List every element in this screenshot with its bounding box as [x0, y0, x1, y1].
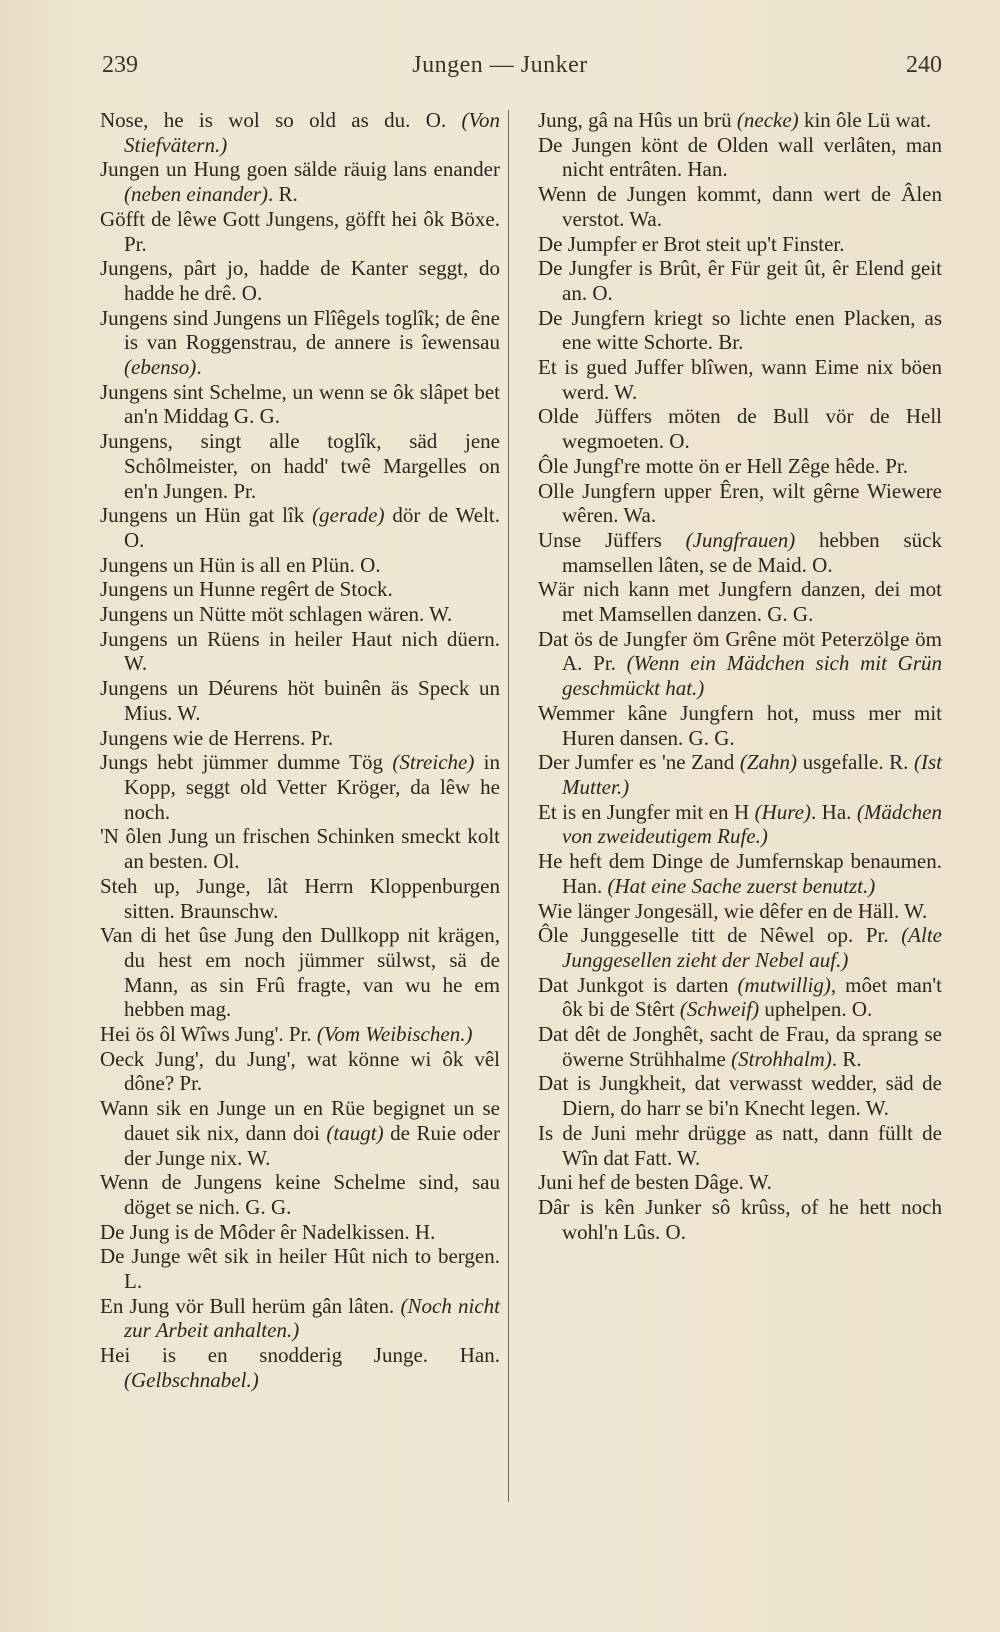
left-column [100, 108, 500, 1393]
gloss-text: (Zahn) [739, 750, 798, 775]
page-number-left: 239 [102, 52, 138, 78]
proverb-text: Jungens sint Schelme, un wenn se ôk slâpet bet an'n Middag G. G. [100, 379, 500, 429]
proverb-text: Jungens un Rüens in heiler Haut nich düern. W. [100, 626, 500, 676]
proverb-text: . [196, 355, 202, 380]
proverb-text: Dat ös de Jungfer öm Grêne möt Peterzölge öm A. Pr. [538, 626, 942, 676]
proverb-text: Jungens un Déurens höt buinên äs Speck un Mius. W. [100, 676, 500, 725]
proverb-text: . R. [268, 182, 298, 207]
proverb-entry [100, 1244, 500, 1293]
header-title: Jungen — Junker [412, 52, 588, 78]
gloss-text: (Jungfrauen) [685, 527, 796, 552]
proverb-entry [100, 577, 500, 602]
proverb-text: Wemmer kâne Jungfern hot, muss mer mit Huren dansen. G. G. [538, 700, 942, 750]
right-column [538, 108, 942, 1244]
proverb-text: uphelpen. O. [759, 997, 873, 1022]
proverb-entry [100, 1170, 500, 1219]
proverb-entry [100, 306, 500, 380]
proverb-text: dör de Welt. O. [124, 503, 500, 552]
proverb-entry [100, 1096, 500, 1170]
proverb-text: Der Jumfer es 'ne Zand [538, 750, 740, 775]
gloss-text: (Von Stiefvätern.) [124, 108, 500, 157]
proverb-entry [538, 355, 942, 404]
proverb-text: Dat dêt de Jonghêt, sacht de Frau, da sprang se öwerne Strühhalme [538, 1022, 942, 1071]
proverb-entry [538, 1022, 942, 1071]
proverb-text: Hei ös ôl Wîws Jung'. Pr. [100, 1022, 317, 1047]
proverb-text: De Junge wêt sik in heiler Hût nich to bergen. L. [100, 1244, 500, 1294]
proverb-entry [100, 1022, 500, 1047]
gloss-text: (Mädchen von zweideutigem Rufe.) [562, 799, 942, 849]
gloss-text: (taugt) [326, 1120, 384, 1145]
gloss-text: (mutwillig) [737, 972, 831, 997]
column-divider [508, 110, 509, 1502]
gloss-text: (Hat eine Sache zuerst benutzt.) [607, 873, 876, 898]
proverb-entry [100, 256, 500, 305]
proverb-text: Olle Jungfern upper Êren, wilt gêrne Wiewere wêren. Wa. [538, 478, 942, 528]
proverb-text: Jungens un Hün gat lîk [100, 503, 313, 528]
proverb-entry [538, 528, 942, 577]
proverb-entry [538, 1195, 942, 1244]
proverb-entry [100, 1343, 500, 1392]
proverb-entry [100, 726, 500, 751]
proverb-entry [100, 380, 500, 429]
proverb-text: Ôle Jungf're motte ön er Hell Zêge hêde. Pr. [538, 453, 909, 478]
proverb-entry [538, 232, 942, 257]
proverb-entry [538, 923, 942, 972]
proverb-text: Dâr is kên Junker sô krûss, of he hett noch wohl'n Lûs. O. [538, 1194, 942, 1244]
proverb-text: Jungens un Hün is all en Plün. O. [100, 552, 381, 577]
proverb-text: Steh up, Junge, lât Herrn Kloppenburgen sitten. Braunschw. [100, 873, 500, 923]
proverb-entry [538, 627, 942, 701]
proverb-text: in Kopp, seggt old Vetter Kröger, da lêw he noch. [124, 750, 500, 824]
proverb-entry [100, 207, 500, 256]
gloss-text: (Ist Mutter.) [562, 750, 942, 799]
gloss-text: (Noch nicht zur Arbeit anhalten.) [124, 1293, 500, 1343]
proverb-entry [538, 750, 942, 799]
gloss-text: (Vom Weibischen.) [316, 1022, 473, 1047]
proverb-entry [100, 750, 500, 824]
gloss-text: (gerade) [312, 503, 385, 528]
proverb-text: . Ha. [810, 799, 857, 824]
proverb-text: , môet man't ôk bi de Stêrt [562, 972, 942, 1022]
proverb-entry [100, 602, 500, 627]
proverb-text: En Jung vör Bull herüm gân lâten. [100, 1293, 401, 1318]
gloss-text: (Schweif) [679, 997, 760, 1022]
proverb-text: Wär nich kann met Jungfern danzen, dei mot met Mamsellen danzen. G. G. [538, 577, 942, 627]
proverb-text: Dat is Jungkheit, dat verwasst wedder, säd de Diern, do harr se bi'n Knecht legen. W. [538, 1071, 942, 1121]
proverb-text: 'N ôlen Jung un frischen Schinken smeckt kolt an besten. Ol. [100, 824, 500, 874]
proverb-text: Jungens wie de Herrens. Pr. [100, 725, 334, 750]
proverb-entry [100, 1220, 500, 1245]
proverb-text: Jung, gâ na Hûs un brü [538, 108, 737, 132]
gloss-text: (Wenn ein Mädchen sich mit Grün geschmückt hat.) [562, 651, 942, 701]
proverb-text: De Jungen könt de Olden wall verlâten, man nicht entrâten. Han. [538, 132, 942, 182]
proverb-text: Oeck Jung', du Jung', wat könne wi ôk vêl dône? Pr. [100, 1046, 500, 1096]
proverb-text: Jungens sind Jungens un Flîêgels toglîk; de êne is van Roggenstrau, de annere is îewensau [100, 305, 500, 355]
proverb-text: Et is en Jungfer mit en H [538, 799, 755, 824]
proverb-text: hebben sück mamsellen lâten, se de Maid. O. [562, 527, 942, 577]
proverb-text: Is de Juni mehr drügge as natt, dann füllt de Wîn dat Fatt. W. [538, 1120, 942, 1170]
proverb-entry [538, 479, 942, 528]
proverb-entry [100, 824, 500, 873]
proverb-text: Van di het ûse Jung den Dullkopp nit krägen, du hest em noch jümmer sülwst, sä de Mann, as sin Frû fragte, van wu he em hebben mag. [100, 923, 500, 1022]
proverb-text: kin ôle Lü wat. [798, 108, 932, 132]
proverb-entry [538, 256, 942, 305]
proverb-text: Dat Junkgot is darten [538, 972, 738, 997]
proverb-text: Jungens, singt alle toglîk, säd jene Schôlmeister, on hadd' twê Margelles on en'n Jungen. Pr. [100, 429, 500, 503]
proverb-entry [538, 973, 942, 1022]
proverb-text: de Ruie oder der Junge nix. W. [124, 1120, 500, 1170]
proverb-text: Wenn de Jungens keine Schelme sind, sau döget se nich. G. G. [100, 1170, 500, 1219]
proverb-entry [538, 800, 942, 849]
proverb-entry [538, 1071, 942, 1120]
proverb-entry [538, 108, 942, 133]
proverb-text: Jungen un Hung goen sälde räuig lans enander [100, 157, 500, 182]
proverb-entry [538, 1121, 942, 1170]
proverb-text: De Jung is de Môder êr Nadelkissen. H. [100, 1219, 436, 1244]
proverb-text: Unse Jüffers [538, 527, 686, 552]
proverb-text: . R. [831, 1046, 862, 1071]
proverb-text: Jungs hebt jümmer dumme Tög [100, 750, 393, 775]
proverb-entry [538, 182, 942, 231]
gloss-text: (Strohhalm) [731, 1046, 832, 1071]
proverb-entry [100, 1294, 500, 1343]
gloss-text: (Gelbschnabel.) [124, 1367, 259, 1392]
proverb-text: Wann sik en Junge un en Rüe begignet un se dauet sik nix, dann doi [100, 1096, 500, 1145]
proverb-entry [100, 429, 500, 503]
gloss-text: (Hure) [754, 799, 811, 824]
proverb-entry [538, 701, 942, 750]
gloss-text: (Streiche) [392, 750, 475, 775]
proverb-text: De Jumpfer er Brot steit up't Finster. [538, 231, 845, 256]
gloss-text: (necke) [736, 108, 799, 132]
proverb-text: Jungens un Nütte möt schlagen wären. W. [100, 602, 453, 627]
proverb-entry [538, 849, 942, 898]
proverb-entry [100, 627, 500, 676]
proverb-text: He heft dem Dinge de Jumfernskap benaumen. Han. [538, 849, 942, 898]
proverb-entry [100, 157, 500, 206]
proverb-text: Nose, he is wol so old as du. O. [100, 108, 462, 132]
proverb-entry [538, 404, 942, 453]
proverb-text: Jungens, pârt jo, hadde de Kanter seggt, do hadde he drê. O. [100, 256, 500, 305]
gloss-text: (ebenso) [124, 355, 197, 380]
proverb-text: Jungens un Hunne regêrt de Stock. [100, 577, 393, 602]
proverb-entry [538, 1170, 942, 1195]
proverb-text: Wenn de Jungen kommt, dann wert de Âlen verstot. Wa. [538, 182, 942, 231]
proverb-entry [100, 108, 500, 157]
proverb-entry [100, 1047, 500, 1096]
gloss-text: (Alte Junggesellen zieht der Nebel auf.) [562, 923, 942, 972]
proverb-text: Göfft de lêwe Gott Jungens, göfft hei ôk Böxe. Pr. [100, 206, 500, 256]
proverb-text: Ôle Junggeselle titt de Nêwel op. Pr. [538, 923, 902, 948]
proverb-entry [538, 454, 942, 479]
proverb-text: De Jungfer is Brût, êr Für geit ût, êr Elend geit an. O. [538, 256, 942, 305]
proverb-entry [100, 503, 500, 552]
proverb-entry [100, 676, 500, 725]
proverb-text: Wie länger Jongesäll, wie dêfer en de Häll. W. [538, 898, 928, 923]
page-number-right: 240 [906, 52, 942, 78]
proverb-entry [100, 874, 500, 923]
proverb-text: De Jungfern kriegt so lichte enen Placken, as ene witte Schorte. Br. [538, 305, 942, 355]
proverb-text: Olde Jüffers möten de Bull vör de Hell wegmoeten. O. [538, 404, 942, 454]
proverb-text: Hei is en snodderig Junge. Han. [100, 1343, 500, 1368]
proverb-entry [538, 133, 942, 182]
proverb-entry [100, 923, 500, 1022]
running-header [0, 52, 1000, 92]
proverb-text: usgefalle. R. [797, 750, 914, 775]
proverb-entry [538, 577, 942, 626]
proverb-text: Et is gued Juffer blîwen, wann Eime nix böen werd. W. [538, 355, 942, 404]
proverb-text: Juni hef de besten Dâge. W. [538, 1170, 772, 1195]
proverb-entry [538, 306, 942, 355]
proverb-entry [538, 899, 942, 924]
proverb-entry [100, 553, 500, 578]
gloss-text: (neben einander) [124, 182, 269, 207]
